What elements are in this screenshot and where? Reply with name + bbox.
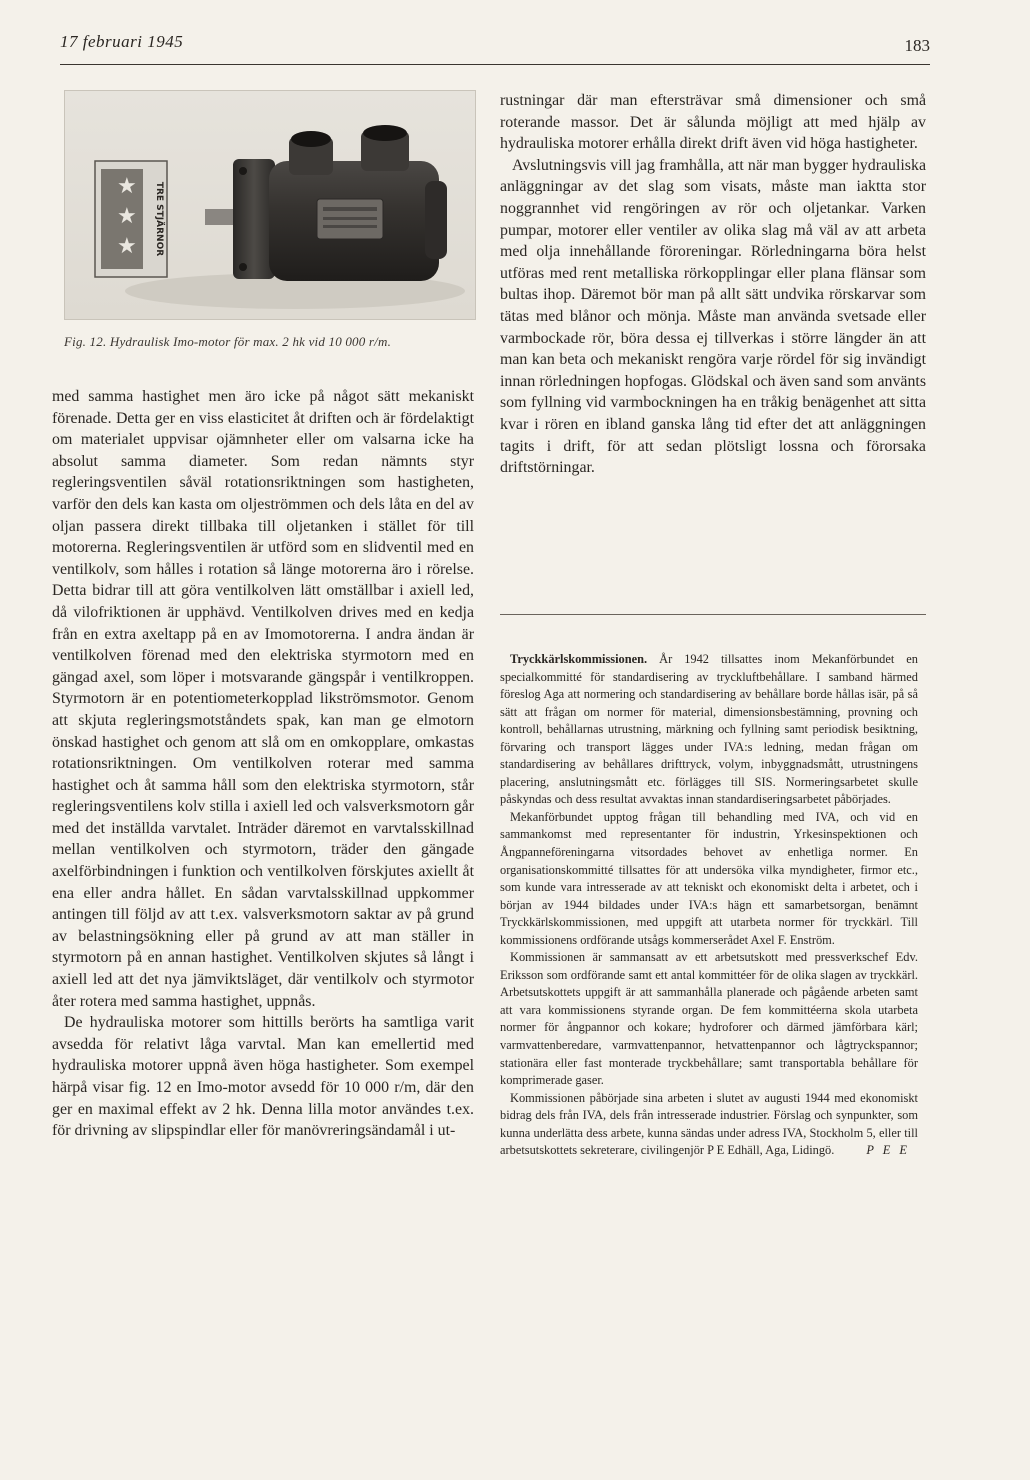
left-column (52, 386, 474, 1142)
figure-caption: Fig. 12. Hydraulisk Imo-motor för max. 2 hk vid 10 000 r/m. (64, 334, 392, 349)
motor (205, 125, 447, 281)
notice-section (500, 651, 918, 1160)
notice-paragraph-text: År 1942 tillsattes inom Mekanförbundet en specialkommitté för standardisering av tryckluftbehållare. I samband härmed föreslog Aga att normering och standardisering av behållare borde hållas isär, på så sätt att frågan om normer för material, dimensionsbestämning, provning och kontroll, behållarnas utrustning, märkning och fyllning samt periodisk besiktning, förvaring och transport lägges under IVA:s ledning, medan frågan om standardisering av behållares drifttryck, volym, inbyggnadsmått, utrustningens placering, anslutningsmått etc. förlägges till SIS. Normeringsarbetet skulle påskyndas och dess resultat avvaktas innan standardiseringsarbetet påbörjades. (500, 652, 918, 807)
notice-paragraph: Mekanförbundet upptog frågan till behandling med IVA, och vid en sammankomst med representanter för industrin, Yrkesinspektionen och Ångpanneföreningarna vitsordades behovet av enhetliga normer. En organisationskommitté tillsattes för att undersöka vilka myndigheter, firmor etc., som kunde vara intresserade av att tekniskt och ekonomiskt delta i arbetet, och i början av 1944 bildades under IVA:s hägn ett samarbetsorgan, benämnt Tryckkärlskommissionen, med uppgift att utarbeta normer för tryckkärl. Till kommissionens ordförande utsågs kommerserådet Axel F. Enström. (500, 809, 918, 947)
motor-flange (233, 159, 275, 279)
body-paragraph: med samma hastighet men äro icke på något sätt mekaniskt förenade. Detta ger en viss elasticitet åt driften och är fördelaktigt om materialet uppvisar ojämnheter eller om valsarna icke ha absolut samma diameter. Som redan nämnts styr regleringsventilen såväl rotationsriktningen som hastigheten, varför den dels kan kasta om oljeströmmen och dels låta en del av oljan passera direkt tillbaka till oljetanken i stället för till motorerna. Regleringsventilen är utförd som en slidventil med en ventilkolv, som hålles i rotation så länge motorerna äro i rörelse. Detta bidrar till att göra ventilkolven lätt omställbar i axiell led, då vilofriktionen är upphävd. Ventilkolven drives med en kedja från en extra axeltapp på en av Imomotorerna. I andra ändan är ventilkolven förenad med den elektriska styrmotorn med en gängad axel, som löper i motsvarande gängspår i ventilkroppen. Styrmotorn är en potentiometerkopplad likströmsmotor. Genom att skjuta regleringsmotståndets spak, kan man ge elmotorn önskad hastighet och genom att slå om en omkopplare, omkastas rotationsriktningen. Om ventilkolven roterar med samma hastighet och åt samma håll som den elektriska styrmotorn, står regleringsventilens kolv stilla i axiell led och valsverksmotorn går med det inställda varvtalet. Inträder däremot en varvtalsskillnad mellan ventilkolven och styrmotorn, träder den gängade axelförbindningen i funktion och ventilkolven förskjutes axiellt åt ena eller andra hållet. En sådan varvtalsskillnad uppkommer antingen till följd av att t.ex. valsverksmotorn saktar av på grund av belastningsökning eller på grund av att man ställer in styrmotorn på en annan hastighet. Ventilkolven skjutes så långt i axiell led att det nya jämviktsläget, där ventilkolv och styrmotor åter rotera med samma hastighet, uppnås. (52, 388, 474, 1010)
end-cap (425, 181, 447, 259)
notice-paragraph (500, 1090, 918, 1160)
notice-paragraph: Kommissionen är sammansatt av ett arbetsutskott med pressverkschef Edv. Eriksson som ordförande samt ett antal kommittéer för de olika slagen av tryckkärl. Arbetsutskottets uppgift är att sammanhålla planerade och pågående arbeten samt att vara kommissionens styrande organ. De fem kommittéerna skola utarbeta normer för ångpannor och kokare; hydroforer och därmed jämförbara kärl; varmvattenberedare, varmvattenpannor, hetvattenpannor och lågtryckspannor; stationära eller fast monterade tryckbehållare; samt transportabla behållare för komprimerade gaser. (500, 950, 918, 1088)
figure-photo (64, 90, 476, 320)
svg-text:★: ★ (117, 204, 137, 229)
page-number: 183 (904, 36, 930, 55)
page-header (60, 26, 930, 66)
notice-paragraph (500, 651, 918, 809)
imo-motor-photo (65, 91, 475, 319)
right-column (500, 90, 926, 479)
issue-date: 17 februari 1945 (60, 32, 184, 51)
section-divider (500, 614, 926, 615)
body-paragraph: Avslutningsvis vill jag framhålla, att när man bygger hydrauliska anläggningar av det slag som visats, måste man iaktta stor noggrannhet vid rengöringen av rör och oljetankar. Varken pumpar, motorer eller ventiler av olika slag må väl av att arbeta med olja innehållande föroreningar. Rörledningarna böra helst utföras med rent metalliska rörkopplingar eller plana flänsar som bultas ihop. Däremot bör man på allt sätt undvika rörskarvar som tätas med blånor och mönja. Måste man använda svetsade eller varmbockade rör, böra dessa ej tillverkas i större längder än att man kan beta och mekaniskt rengöra varje rördel för sig invändigt innan rörledningen hopfogas. Glödskal och även sand som använts som fyllning vid varmbockningen ha en tråkig benägenhet att sitta kvar i rören en ibland ganska lång tid efter det att anläggningen tagits i drift, för att sedan plötsligt lossna och förorsaka driftstörningar. (500, 156, 926, 477)
matchbox (95, 161, 167, 277)
notice-heading: Tryckkärlskommissionen. (510, 652, 648, 666)
header-rule (60, 64, 930, 65)
svg-text:★: ★ (117, 234, 137, 259)
body-paragraph: rustningar där man eftersträvar små dimensioner och små roterande massor. Det är sålunda möjligt att med hjälp av hydrauliska motorer erhålla direkt drift även vid höga hastigheter. (500, 92, 926, 153)
motor-shaft (205, 209, 237, 225)
svg-text:★: ★ (117, 174, 137, 199)
notice-paragraph-text: Kommissionen påbörjade sina arbeten i slutet av augusti 1944 med ekonomiskt bidrag dels från IVA, dels från intresserade industrier. Förslag och synpunkter, som kunna underlätta dess arbete, kunna sändas under adress IVA, Stockholm 5, eller till arbetsutskottets sekreterare, civilingenjör P E Edhäll, Aga, Lidingö. (500, 1090, 918, 1158)
matchbox-label: TRE STJÄRNOR (154, 181, 164, 257)
signature: P E E (866, 1143, 910, 1158)
body-paragraph: De hydrauliska motorer som hittills berörts ha samtliga varit avsedda för relativt låga varvtal. Man kan emellertid med hydrauliska motorer uppnå även höga hastigheter. Som exempel härpå visar fig. 12 en Imo-motor avsedd för 10 000 r/m, där den ger en maximal effekt av 2 hk. Denna lilla motor användes t.ex. för drivning av slipspindlar eller för manövreringsändamål i ut- (52, 1014, 474, 1140)
